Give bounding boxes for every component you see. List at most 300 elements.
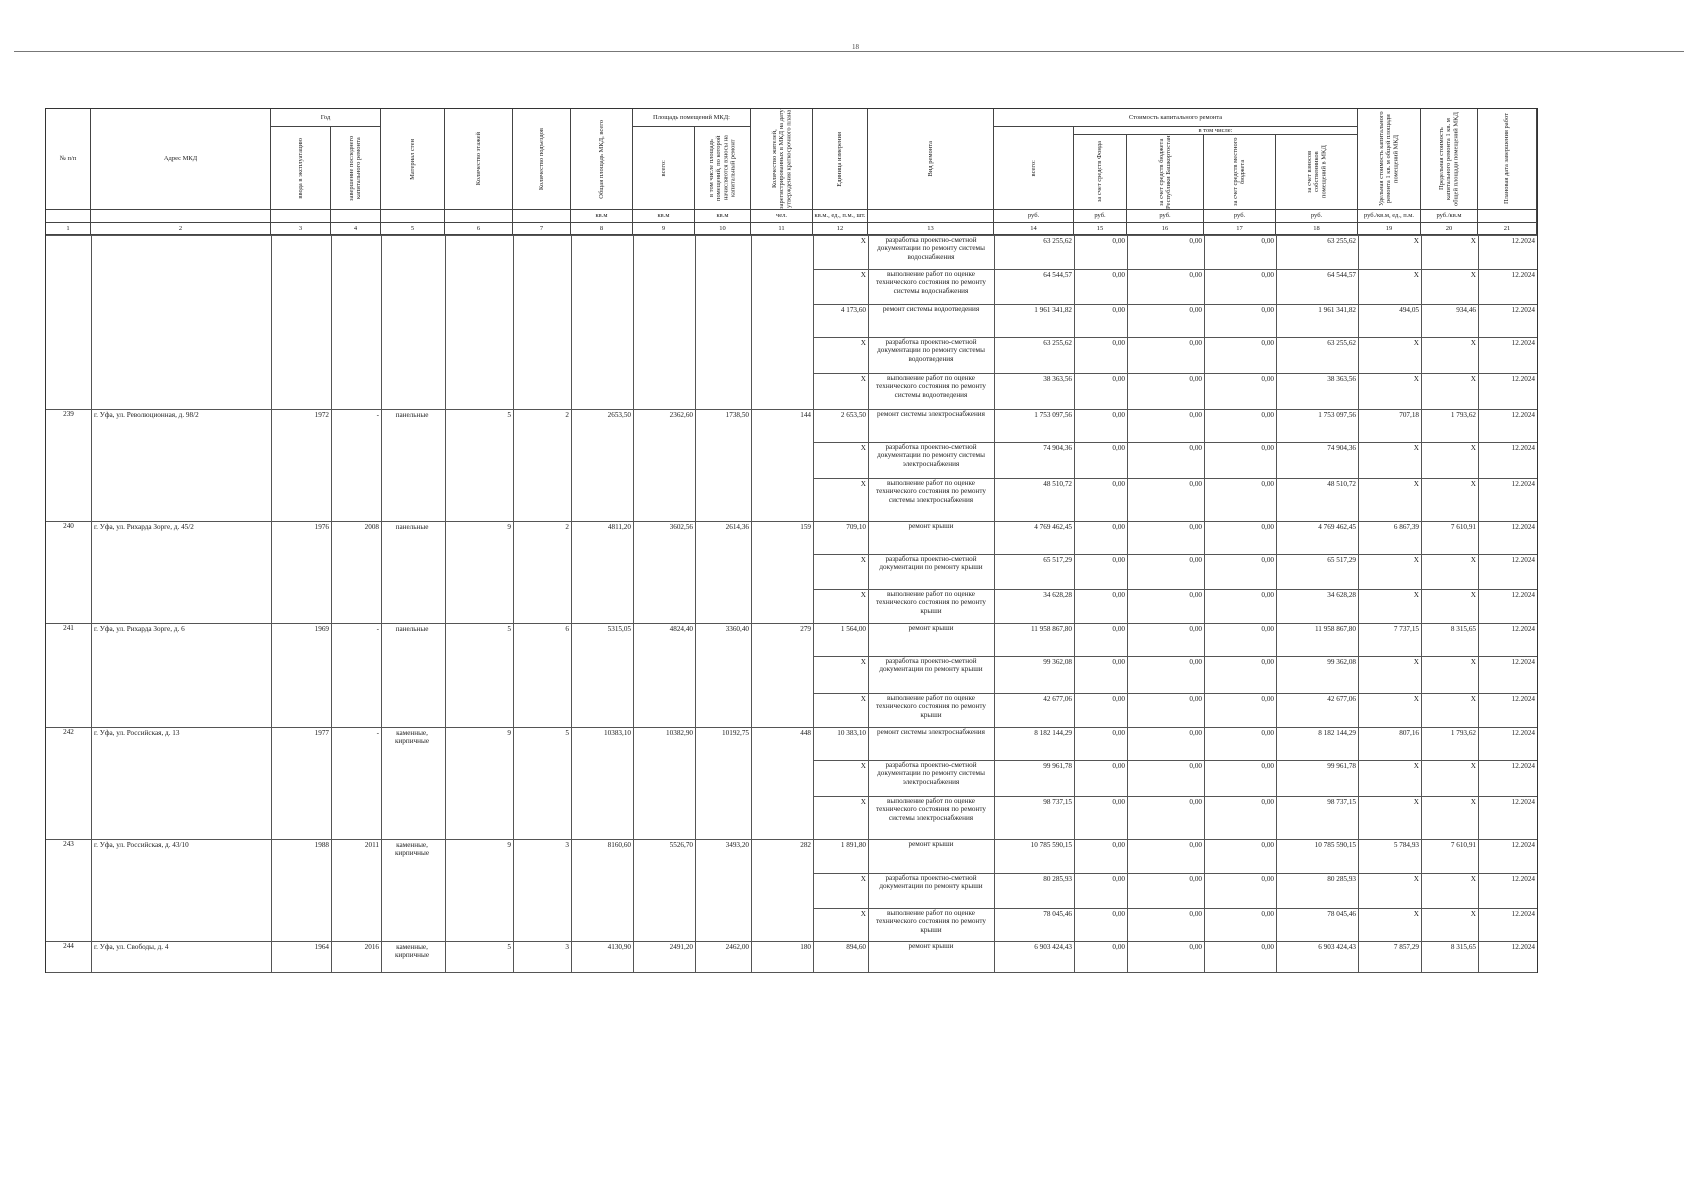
cell-limit: X xyxy=(1470,339,1476,347)
cell-unit-cost: X xyxy=(1413,798,1419,806)
cell-address xyxy=(91,693,271,727)
cell-prem xyxy=(633,693,695,727)
cell-unit-cost: 7 737,15 xyxy=(1393,625,1419,633)
cell-work: разработка проектно-сметной документации по ремонту системы электроснабжения xyxy=(877,443,985,468)
cell-local: 0,00 xyxy=(1261,875,1274,883)
cell-work: ремонт крыши xyxy=(908,840,954,848)
cell-local: 0,00 xyxy=(1261,943,1274,951)
cell-year: 1988 xyxy=(314,841,329,849)
cell-total: 4 769 462,45 xyxy=(1034,523,1072,531)
unit-cell xyxy=(445,210,513,223)
column-number: 18 xyxy=(1276,223,1358,235)
cell-limit: 8 315,65 xyxy=(1450,943,1476,951)
cell-limit: X xyxy=(1470,237,1476,245)
header-col-cost-republic xyxy=(1127,135,1204,210)
cell-date: 12.2024 xyxy=(1511,841,1535,849)
cell-area: 4130,90 xyxy=(607,943,631,951)
cell-res xyxy=(751,337,813,373)
cell-rep: 0,00 xyxy=(1189,556,1202,564)
header-col-last-repair-text: завершение последнего капитального ремонта xyxy=(348,135,363,201)
unit-cell xyxy=(271,210,331,223)
cell-limit: 934,46 xyxy=(1456,306,1476,314)
cell-wall xyxy=(381,589,445,623)
unit-cell: руб./кв.м xyxy=(1421,210,1478,223)
cell-wall xyxy=(381,796,445,839)
cell-area xyxy=(571,235,633,269)
cell-no xyxy=(46,554,91,589)
cell-ent: 2 xyxy=(565,411,569,419)
header-col-no: № п/п xyxy=(46,109,91,210)
header-subgroup-including: в том числе: xyxy=(1074,127,1358,135)
column-number: 2 xyxy=(91,223,271,235)
cell-no xyxy=(46,796,91,839)
cell-wall: панельные xyxy=(395,523,429,531)
cell-local: 0,00 xyxy=(1261,480,1274,488)
header-col-unit xyxy=(813,109,868,210)
cell-floors xyxy=(445,760,513,796)
cell-unit: X xyxy=(860,591,866,599)
grid-hline xyxy=(813,908,1537,909)
cell-work: выполнение работ по оценке технического состояния по ремонту крыши xyxy=(876,694,986,719)
grid-hline xyxy=(813,373,1537,374)
cell-fund: 0,00 xyxy=(1112,875,1125,883)
cell-fund: 0,00 xyxy=(1112,375,1125,383)
cell-no xyxy=(46,442,91,478)
cell-local: 0,00 xyxy=(1261,762,1274,770)
cell-fund-area xyxy=(695,373,751,409)
cell-res xyxy=(751,760,813,796)
cell-owners: 1 961 341,82 xyxy=(1318,306,1356,314)
cell-res xyxy=(751,442,813,478)
cell-local: 0,00 xyxy=(1261,339,1274,347)
cell-ent xyxy=(513,235,571,269)
cell-floors xyxy=(445,235,513,269)
cell-work: ремонт крыши xyxy=(908,522,954,530)
cell-floors xyxy=(445,554,513,589)
cell-area: 2653,50 xyxy=(607,411,631,419)
cell-area xyxy=(571,873,633,908)
header-col-residents xyxy=(751,109,813,210)
cell-area: 4811,20 xyxy=(607,523,631,531)
cell-rep: 0,00 xyxy=(1189,339,1202,347)
grid-vline xyxy=(1204,235,1205,972)
cell-unit: X xyxy=(860,658,866,666)
cell-unit-cost: X xyxy=(1413,237,1419,245)
cell-ent: 3 xyxy=(565,841,569,849)
cell-prem: 4824,40 xyxy=(669,625,693,633)
cell-unit: X xyxy=(860,375,866,383)
cell-work: ремонт крыши xyxy=(908,624,954,632)
cell-prem xyxy=(633,478,695,521)
cell-year xyxy=(271,554,331,589)
cell-unit-cost: X xyxy=(1413,271,1419,279)
cell-res xyxy=(751,478,813,521)
cell-fund-area xyxy=(695,760,751,796)
column-number: 1 xyxy=(46,223,91,235)
cell-year xyxy=(271,269,331,304)
cell-wall xyxy=(381,304,445,337)
cell-rep: 0,00 xyxy=(1189,875,1202,883)
grid-hline xyxy=(813,269,1537,270)
cell-year: 1969 xyxy=(314,625,329,633)
cell-area: 10383,10 xyxy=(604,729,631,737)
cell-last xyxy=(331,478,381,521)
cell-fund-area xyxy=(695,589,751,623)
cell-last: 2016 xyxy=(364,943,379,951)
cell-area xyxy=(571,373,633,409)
cell-unit: X xyxy=(860,339,866,347)
header-col-address: Адрес МКД xyxy=(91,109,271,210)
cell-last xyxy=(331,269,381,304)
header-col-repair-type xyxy=(868,109,994,210)
cell-unit: X xyxy=(860,237,866,245)
cell-floors xyxy=(445,873,513,908)
cell-unit-cost: X xyxy=(1413,480,1419,488)
cell-unit-cost: 807,16 xyxy=(1399,729,1419,737)
cell-prem xyxy=(633,554,695,589)
cell-date: 12.2024 xyxy=(1511,556,1535,564)
cell-rep: 0,00 xyxy=(1189,729,1202,737)
cell-fund: 0,00 xyxy=(1112,943,1125,951)
header-col-floors xyxy=(445,109,513,210)
cell-unit: 2 653,50 xyxy=(840,411,866,419)
cell-date: 12.2024 xyxy=(1511,591,1535,599)
cell-fund: 0,00 xyxy=(1112,237,1125,245)
cell-area xyxy=(571,337,633,373)
cell-total: 63 255,62 xyxy=(1043,339,1072,347)
cell-limit: X xyxy=(1470,375,1476,383)
cell-res xyxy=(751,908,813,941)
cell-fund: 0,00 xyxy=(1112,480,1125,488)
cell-unit-cost: X xyxy=(1413,339,1419,347)
cell-total: 65 517,29 xyxy=(1043,556,1072,564)
cell-last xyxy=(331,304,381,337)
cell-res: 159 xyxy=(800,523,811,531)
grid-vline xyxy=(91,235,92,972)
cell-prem xyxy=(633,873,695,908)
header-col-cost-republic-text: за счет средств бюджета Республики Башкортостан xyxy=(1157,135,1172,209)
cell-prem xyxy=(633,656,695,693)
grid-vline xyxy=(868,235,869,972)
cell-address xyxy=(91,873,271,908)
cell-last xyxy=(331,693,381,727)
header-col-floors-text: Количество этажей xyxy=(474,132,482,186)
cell-limit: X xyxy=(1470,658,1476,666)
cell-date: 12.2024 xyxy=(1511,271,1535,279)
cell-ent xyxy=(513,908,571,941)
cell-prem xyxy=(633,442,695,478)
cell-rep: 0,00 xyxy=(1189,695,1202,703)
cell-ent xyxy=(513,656,571,693)
cell-owners: 48 510,72 xyxy=(1327,480,1356,488)
cell-res xyxy=(751,656,813,693)
grid-vline xyxy=(1421,235,1422,972)
cell-fund-area xyxy=(695,796,751,839)
cell-unit: 709,10 xyxy=(846,523,866,531)
cell-address: г. Уфа, ул. Революционная, д. 98/2 xyxy=(94,411,199,419)
unit-cell: руб. xyxy=(994,210,1074,223)
cell-year xyxy=(271,760,331,796)
cell-ent: 3 xyxy=(565,943,569,951)
cell-unit-cost: X xyxy=(1413,556,1419,564)
cell-fund: 0,00 xyxy=(1112,556,1125,564)
grid-vline xyxy=(994,235,995,972)
cell-year: 1977 xyxy=(314,729,329,737)
cell-ent xyxy=(513,373,571,409)
cell-unit: X xyxy=(860,798,866,806)
cell-rep: 0,00 xyxy=(1189,523,1202,531)
cell-prem xyxy=(633,589,695,623)
cell-work: ремонт системы электроснабжения xyxy=(877,728,985,736)
header-col-cost-owners xyxy=(1276,135,1358,210)
cell-fund-area xyxy=(695,269,751,304)
cell-area xyxy=(571,304,633,337)
cell-address: г. Уфа, ул. Российская, д. 13 xyxy=(94,729,180,737)
cell-no xyxy=(46,760,91,796)
header-col-limit-cost-text: Предельная стоимость капитального ремонта 1 кв. м общей площади помещений МКД xyxy=(1438,112,1460,206)
cell-fund-area: 3493,20 xyxy=(725,841,749,849)
capital-repair-table xyxy=(45,108,1538,973)
cell-prem xyxy=(633,235,695,269)
cell-ent: 6 xyxy=(565,625,569,633)
cell-work: ремонт системы электроснабжения xyxy=(877,410,985,418)
cell-date: 12.2024 xyxy=(1511,523,1535,531)
cell-floors xyxy=(445,373,513,409)
cell-owners: 74 904,36 xyxy=(1327,444,1356,452)
cell-owners: 63 255,62 xyxy=(1327,339,1356,347)
cell-unit-cost: 707,18 xyxy=(1399,411,1419,419)
cell-wall xyxy=(381,269,445,304)
cell-limit: X xyxy=(1470,798,1476,806)
cell-date: 12.2024 xyxy=(1511,237,1535,245)
cell-limit: X xyxy=(1470,480,1476,488)
cell-limit: X xyxy=(1470,271,1476,279)
cell-unit-cost: 6 867,39 xyxy=(1393,523,1419,531)
cell-res: 448 xyxy=(800,729,811,737)
cell-total: 42 677,06 xyxy=(1043,695,1072,703)
header-col-total-area xyxy=(571,109,633,210)
cell-fund-area xyxy=(695,908,751,941)
header-col-entrances-text: Количество подъездов xyxy=(537,127,545,191)
cell-wall: панельные xyxy=(395,625,429,633)
cell-limit: X xyxy=(1470,444,1476,452)
column-number: 20 xyxy=(1421,223,1478,235)
cell-fund: 0,00 xyxy=(1112,658,1125,666)
cell-local: 0,00 xyxy=(1261,591,1274,599)
cell-year xyxy=(271,656,331,693)
cell-owners: 42 677,06 xyxy=(1327,695,1356,703)
cell-no xyxy=(46,373,91,409)
grid-hline xyxy=(46,972,1537,973)
cell-total: 1 753 097,56 xyxy=(1034,411,1072,419)
cell-owners: 63 255,62 xyxy=(1327,237,1356,245)
cell-last: 2008 xyxy=(364,523,379,531)
cell-total: 78 045,46 xyxy=(1043,910,1072,918)
grid-hline xyxy=(46,727,1537,728)
cell-rep: 0,00 xyxy=(1189,591,1202,599)
cell-last xyxy=(331,760,381,796)
cell-address xyxy=(91,373,271,409)
cell-ent xyxy=(513,304,571,337)
cell-local: 0,00 xyxy=(1261,658,1274,666)
cell-unit-cost: X xyxy=(1413,910,1419,918)
cell-year xyxy=(271,908,331,941)
unit-cell: руб. xyxy=(1204,210,1276,223)
cell-last xyxy=(331,589,381,623)
cell-year xyxy=(271,478,331,521)
header-group-year: Год xyxy=(271,109,381,127)
cell-work: разработка проектно-сметной документации по ремонту системы электроснабжения xyxy=(877,761,985,786)
grid-hline xyxy=(46,623,1537,624)
cell-owners: 34 628,28 xyxy=(1327,591,1356,599)
cell-floors xyxy=(445,269,513,304)
unit-cell xyxy=(513,210,571,223)
cell-owners: 99 961,78 xyxy=(1327,762,1356,770)
cell-no: 243 xyxy=(63,840,74,848)
cell-owners: 1 753 097,56 xyxy=(1318,411,1356,419)
cell-limit: 1 793,62 xyxy=(1450,729,1476,737)
cell-last xyxy=(331,796,381,839)
cell-total: 1 961 341,82 xyxy=(1034,306,1072,314)
cell-res xyxy=(751,235,813,269)
cell-total: 64 544,57 xyxy=(1043,271,1072,279)
column-number: 4 xyxy=(331,223,381,235)
cell-last: - xyxy=(376,411,379,419)
header-col-premises-fund-text: в том числе площадь помещений, по которой начисляются взносы на капитальный ремонт xyxy=(708,135,737,201)
cell-prem xyxy=(633,269,695,304)
cell-floors: 5 xyxy=(507,625,511,633)
cell-last xyxy=(331,373,381,409)
cell-date: 12.2024 xyxy=(1511,729,1535,737)
grid-hline xyxy=(46,839,1537,840)
cell-wall xyxy=(381,693,445,727)
cell-unit-cost: X xyxy=(1413,695,1419,703)
grid-vline xyxy=(751,235,752,972)
grid-hline xyxy=(813,693,1537,694)
cell-address xyxy=(91,442,271,478)
cell-floors xyxy=(445,589,513,623)
cell-total: 6 903 424,43 xyxy=(1034,943,1072,951)
cell-local: 0,00 xyxy=(1261,271,1274,279)
cell-res: 144 xyxy=(800,411,811,419)
cell-address: г. Уфа, ул. Российская, д. 43/10 xyxy=(94,841,189,849)
column-number: 21 xyxy=(1478,223,1537,235)
grid-hline xyxy=(813,589,1537,590)
cell-work: выполнение работ по оценке технического состояния по ремонту крыши xyxy=(876,590,986,615)
cell-date: 12.2024 xyxy=(1511,411,1535,419)
cell-wall: каменные, кирпичные xyxy=(394,841,430,858)
cell-total: 11 958 867,80 xyxy=(1030,625,1072,633)
cell-unit-cost: X xyxy=(1413,591,1419,599)
header-col-cost-total-text: всего: xyxy=(1029,159,1037,177)
cell-date: 12.2024 xyxy=(1511,875,1535,883)
cell-owners: 65 517,29 xyxy=(1327,556,1356,564)
cell-prem xyxy=(633,908,695,941)
cell-fund-area xyxy=(695,235,751,269)
cell-ent xyxy=(513,589,571,623)
header-col-deadline-text: Плановая дата завершения работ xyxy=(1503,113,1511,205)
header-col-premises-fund xyxy=(695,127,751,210)
cell-fund: 0,00 xyxy=(1112,411,1125,419)
header-col-total-area-text: Общая площадь МКД, всего xyxy=(597,119,605,199)
header-col-unit-text: Единица измерения xyxy=(836,131,844,187)
cell-rep: 0,00 xyxy=(1189,375,1202,383)
grid-hline xyxy=(813,656,1537,657)
cell-no xyxy=(46,908,91,941)
cell-ent xyxy=(513,478,571,521)
cell-last xyxy=(331,235,381,269)
cell-no xyxy=(46,304,91,337)
cell-owners: 64 544,57 xyxy=(1327,271,1356,279)
cell-last xyxy=(331,908,381,941)
cell-address xyxy=(91,235,271,269)
page-number: 18 xyxy=(852,43,859,51)
cell-fund-area: 2462,00 xyxy=(725,943,749,951)
cell-no xyxy=(46,589,91,623)
cell-wall xyxy=(381,337,445,373)
cell-unit: 894,60 xyxy=(846,943,866,951)
grid-hline xyxy=(813,478,1537,479)
grid-vline xyxy=(445,235,446,972)
header-col-cost-local xyxy=(1204,135,1276,210)
cell-floors xyxy=(445,796,513,839)
cell-fund-area xyxy=(695,554,751,589)
cell-area: 8160,60 xyxy=(607,841,631,849)
cell-total: 74 904,36 xyxy=(1043,444,1072,452)
page-top-rule xyxy=(14,51,1684,52)
grid-vline xyxy=(1074,235,1075,972)
cell-wall xyxy=(381,760,445,796)
cell-wall xyxy=(381,656,445,693)
cell-fund: 0,00 xyxy=(1112,762,1125,770)
header-col-cost-local-text: за счет средств местного бюджета xyxy=(1232,137,1247,207)
grid-hline xyxy=(813,442,1537,443)
header-col-cost-fund-text: за счет средств Фонда xyxy=(1096,141,1104,203)
unit-cell xyxy=(868,210,994,223)
cell-limit: X xyxy=(1470,875,1476,883)
column-number: 16 xyxy=(1127,223,1204,235)
cell-floors xyxy=(445,693,513,727)
header-col-cost-owners-text: за счет взносов собственников помещений в МКД xyxy=(1305,145,1328,199)
cell-no: 244 xyxy=(63,942,74,950)
cell-fund-area: 3360,40 xyxy=(725,625,749,633)
header-col-deadline xyxy=(1478,109,1537,210)
cell-prem: 10382,90 xyxy=(666,729,693,737)
cell-wall: панельные xyxy=(395,411,429,419)
cell-fund-area xyxy=(695,478,751,521)
column-number: 14 xyxy=(994,223,1074,235)
cell-local: 0,00 xyxy=(1261,375,1274,383)
cell-res xyxy=(751,796,813,839)
cell-address xyxy=(91,908,271,941)
cell-fund: 0,00 xyxy=(1112,591,1125,599)
cell-no: 242 xyxy=(63,728,74,736)
cell-fund: 0,00 xyxy=(1112,798,1125,806)
cell-rep: 0,00 xyxy=(1189,798,1202,806)
cell-fund: 0,00 xyxy=(1112,910,1125,918)
cell-last xyxy=(331,873,381,908)
cell-owners: 4 769 462,45 xyxy=(1318,523,1356,531)
cell-local: 0,00 xyxy=(1261,798,1274,806)
cell-address xyxy=(91,760,271,796)
column-number: 12 xyxy=(813,223,868,235)
cell-area xyxy=(571,589,633,623)
cell-ent xyxy=(513,269,571,304)
cell-total: 99 362,08 xyxy=(1043,658,1072,666)
cell-fund: 0,00 xyxy=(1112,444,1125,452)
column-number: 19 xyxy=(1358,223,1421,235)
grid-hline xyxy=(813,760,1537,761)
